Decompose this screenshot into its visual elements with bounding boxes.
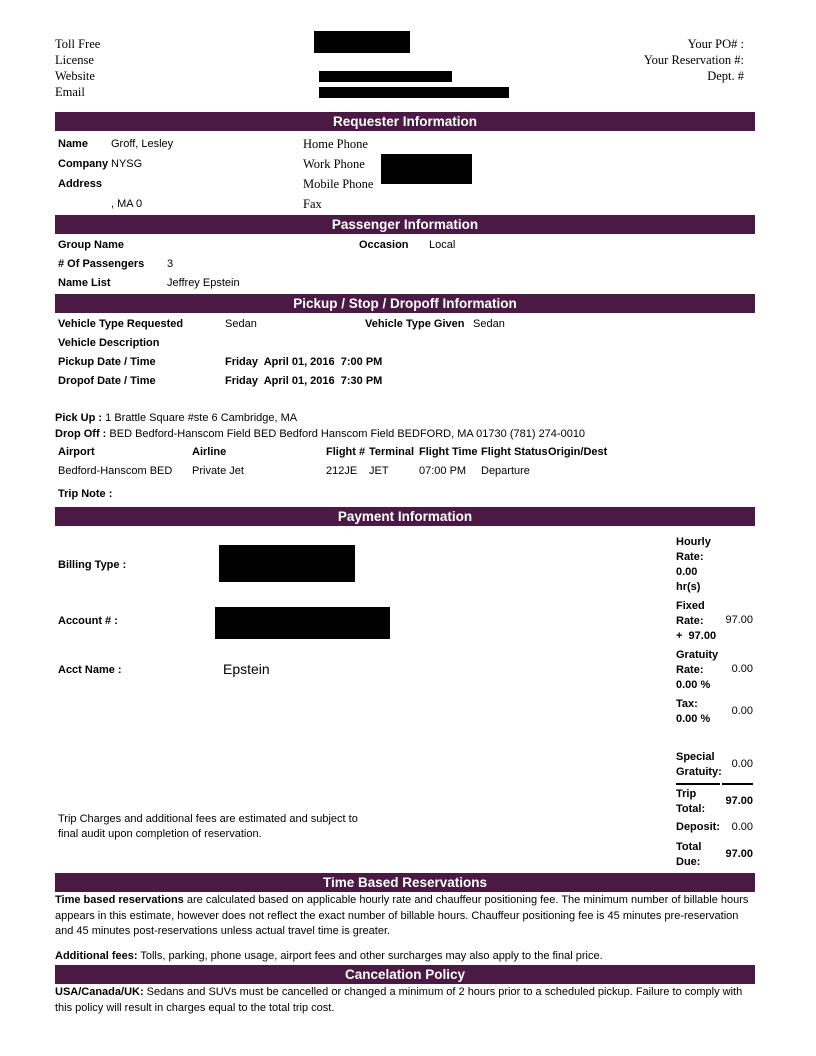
- redaction-block: [215, 607, 390, 639]
- total-due-value: 97.00: [725, 848, 753, 860]
- group-name-label: Group Name: [58, 239, 125, 251]
- special-gratuity-block: [676, 750, 722, 780]
- name-label: Name: [58, 138, 88, 150]
- gratuity-block: [676, 648, 718, 693]
- hourly-hrs: hr(s): [676, 581, 701, 593]
- flight-header-airline: Airline: [192, 446, 227, 458]
- cancel-lead: USA/Canada/UK:: [55, 986, 144, 998]
- special-label: Special: [676, 751, 715, 763]
- additional-fees-lead: Additional fees:: [55, 950, 138, 962]
- license-label: License: [55, 53, 94, 67]
- flight-header-airport: Airport: [58, 446, 95, 458]
- passenger-count-label: # Of Passengers: [58, 258, 145, 270]
- gratuity-percent: 0.00 %: [676, 679, 711, 691]
- time-based-section-header: Time Based Reservations: [55, 873, 755, 892]
- flight-airport: Bedford-Hanscom BED: [58, 465, 173, 477]
- flight-header-status: Flight Status: [481, 446, 548, 458]
- flight-status: Departure: [481, 465, 530, 477]
- passenger-section-header: Passenger Information: [55, 215, 755, 234]
- time-based-lead: Time based reservations: [55, 894, 184, 906]
- pickup-address-label: Pick Up :: [55, 412, 103, 424]
- special-gratuity-value: 0.00: [731, 758, 753, 770]
- pickup-address-line: [55, 412, 297, 424]
- flight-terminal: JET: [369, 465, 389, 477]
- hourly-rate-block: [676, 535, 711, 595]
- fixed-label: Fixed: [676, 600, 705, 612]
- fixed-rate-block: [676, 599, 716, 644]
- pickup-section-header: Pickup / Stop / Dropoff Information: [55, 294, 755, 313]
- dept-label: Dept. #: [707, 69, 744, 83]
- total-rule-right: [722, 783, 753, 785]
- trip-total-value: 97.00: [725, 795, 753, 807]
- additional-fees-paragraph: [55, 949, 755, 965]
- pickup-datetime-label: Pickup Date / Time: [58, 356, 156, 368]
- flight-airline: Private Jet: [192, 465, 244, 477]
- occasion-label: Occasion: [359, 239, 409, 251]
- address-label: Address: [58, 178, 103, 190]
- toll-free-label: Toll Free: [55, 37, 101, 51]
- tax-label: Tax:: [676, 698, 698, 710]
- fixed-plus: + 97.00: [676, 630, 717, 642]
- trip-total-block: [676, 787, 705, 817]
- payment-section-header: Payment Information: [55, 507, 755, 526]
- redaction-block: [314, 31, 410, 53]
- redaction-block: [381, 154, 472, 184]
- reservation-number-label: Your Reservation #:: [643, 53, 744, 67]
- cancel-section-header: Cancelation Policy: [55, 965, 755, 984]
- passenger-count: 3: [167, 258, 174, 270]
- total-due-block: [676, 840, 701, 870]
- dropoff-address-line: [55, 428, 585, 440]
- dropoff-address: BED Bedford-Hanscom Field BED Bedford Hanscom Field BEDFORD, MA 01730 (781) 274-0010: [109, 428, 586, 440]
- vehicle-given-label: Vehicle Type Given: [365, 318, 465, 330]
- fax-label: Fax: [303, 197, 322, 211]
- tax-value: 0.00: [731, 705, 753, 717]
- gratuity-rate-label: Rate:: [676, 664, 704, 676]
- flight-header-terminal: Terminal: [369, 446, 415, 458]
- flight-header-origin: Origin/Dest: [548, 446, 608, 458]
- fixed-rate-label: Rate:: [676, 615, 704, 627]
- dropoff-address-label: Drop Off :: [55, 428, 107, 440]
- fixed-rate-value: 97.00: [725, 614, 753, 626]
- billing-type-label: Billing Type :: [58, 559, 127, 571]
- vehicle-requested: Sedan: [225, 318, 257, 330]
- hourly-label: Hourly: [676, 536, 711, 548]
- occasion-value: Local: [429, 239, 456, 251]
- total-rule-left: [676, 783, 720, 785]
- dropoff-datetime: Friday April 01, 2016 7:30 PM: [225, 375, 383, 387]
- disclaimer-line-1: Trip Charges and additional fees are estimated and subject to: [58, 813, 358, 825]
- gratuity-value: 0.00: [731, 663, 753, 675]
- redaction-block: [319, 71, 452, 82]
- total-due-label-1: Total: [676, 841, 702, 853]
- time-based-text: are calculated based on applicable hourly rate and chauffeur positioning fee. The minimum number of billable hours appears in this estimate, however does not reflect the exact number of billable hours. Chauffeur positioning fee is 45 minutes pre-reservation and 45 minutes post-reservations unless actual travel time is greater.: [55, 894, 749, 937]
- tax-percent: 0.00 %: [676, 713, 711, 725]
- hourly-rate-label: Rate:: [676, 551, 704, 563]
- name-list-label: Name List: [58, 277, 111, 289]
- redaction-block: [219, 545, 355, 582]
- trip-total-label-2: Total:: [676, 803, 706, 815]
- vehicle-given: Sedan: [473, 318, 505, 330]
- mobile-phone-label: Mobile Phone: [303, 177, 374, 191]
- flight-header-number: Flight #: [326, 446, 366, 458]
- vehicle-requested-label: Vehicle Type Requested: [58, 318, 184, 330]
- cancel-paragraph: [55, 985, 755, 1016]
- trip-total-label-1: Trip: [676, 788, 697, 800]
- deposit-value: 0.00: [731, 821, 753, 833]
- acct-name-label: Acct Name :: [58, 664, 122, 676]
- redaction-block: [319, 87, 509, 98]
- flight-time: 07:00 PM: [419, 465, 467, 477]
- tax-block: [676, 697, 710, 727]
- cancel-text: Sedans and SUVs must be cancelled or changed a minimum of 2 hours prior to a scheduled pickup. Failure to comply with this policy will result in charges equal to the total trip cost.: [55, 986, 743, 1014]
- total-due-label-2: Due:: [676, 856, 701, 868]
- company-label: Company: [58, 158, 109, 170]
- account-number-label: Account # :: [58, 615, 118, 627]
- gratuity-label: Gratuity: [676, 649, 719, 661]
- home-phone-label: Home Phone: [303, 137, 368, 151]
- disclaimer-line-2: final audit upon completion of reservation.: [58, 828, 262, 840]
- flight-header-time: Flight Time: [419, 446, 478, 458]
- trip-note-label: Trip Note :: [58, 488, 113, 500]
- vehicle-description-label: Vehicle Description: [58, 337, 160, 349]
- pickup-datetime: Friday April 01, 2016 7:00 PM: [225, 356, 383, 368]
- additional-fees-text: Tolls, parking, phone usage, airport fees and other surcharges may also apply to the final price.: [137, 950, 603, 962]
- requester-address: , MA 0: [111, 198, 143, 210]
- hourly-value: 0.00: [676, 566, 698, 578]
- time-based-paragraph: [55, 893, 755, 940]
- acct-name-value: Epstein: [223, 661, 270, 677]
- deposit-label: Deposit:: [676, 821, 720, 833]
- flight-number: 212JE: [326, 465, 358, 477]
- requester-name: Groff, Lesley: [111, 138, 174, 150]
- work-phone-label: Work Phone: [303, 157, 365, 171]
- email-label: Email: [55, 85, 85, 99]
- requester-section-header: Requester Information: [55, 112, 755, 131]
- po-number-label: Your PO# :: [687, 37, 744, 51]
- name-list-value: Jeffrey Epstein: [167, 277, 240, 289]
- website-label: Website: [55, 69, 95, 83]
- requester-company: NYSG: [111, 158, 143, 170]
- special-gratuity-label: Gratuity:: [676, 766, 722, 778]
- pickup-address: 1 Brattle Square #ste 6 Cambridge, MA: [105, 412, 298, 424]
- dropoff-datetime-label: Dropof Date / Time: [58, 375, 156, 387]
